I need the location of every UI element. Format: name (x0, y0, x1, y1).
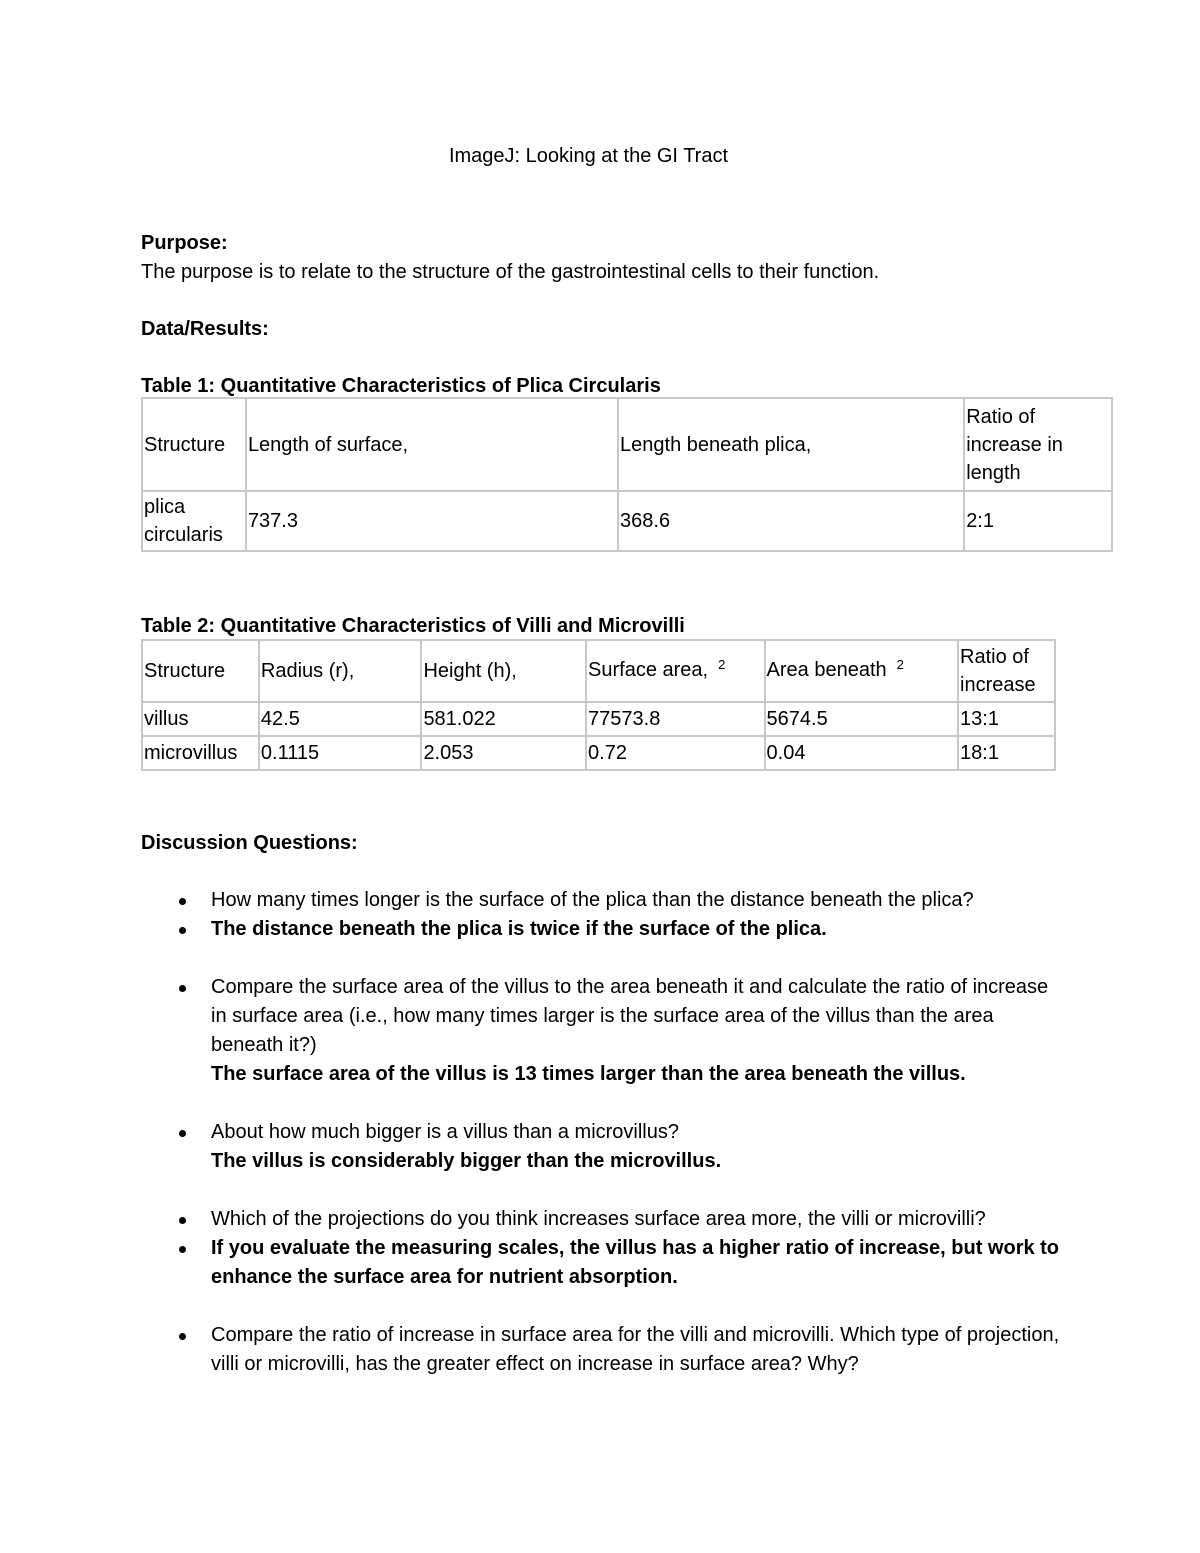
bullet-icon (179, 985, 186, 992)
table1-cell: 2:1 (964, 491, 1112, 551)
answer: The distance beneath the plica is twice if the surface of the plica. (211, 918, 827, 940)
table1-header-cell: Structure (142, 398, 246, 491)
bullet-icon (179, 1246, 186, 1253)
table1-cell: plica circularis (142, 491, 246, 551)
list-spacer (141, 1176, 1061, 1205)
area-beneath-header: Area beneath (766, 659, 887, 681)
table1-cell: 737.3 (246, 491, 618, 551)
table2-cell: 0.72 (586, 736, 765, 770)
question: Compare the ratio of increase in surface area for the villi and microvilli. Which type of projection, villi or microvilli, has the greater effect on increase in surface area? Why? (211, 1324, 1060, 1375)
list-item (141, 1321, 1061, 1379)
question: Compare the surface area of the villus to the area beneath it and calculate the ratio of increase in surface area (i.e., how many times larger is the surface area of the villus than the area beneath it?) (211, 976, 1049, 1056)
table2-cell: 581.022 (421, 702, 586, 736)
table2-header-cell (586, 640, 765, 702)
bullet-icon (179, 1217, 186, 1224)
surface-area-header: Surface area, (588, 659, 709, 681)
discussion-heading: Discussion Questions: (141, 832, 358, 854)
table-row (142, 736, 1055, 770)
table2-header-cell (765, 640, 959, 702)
bullet-icon (179, 1333, 186, 1340)
table2-header-cell: Height (h), (421, 640, 586, 702)
purpose-text: The purpose is to relate to the structure of the gastrointestinal cells to their function. (141, 261, 880, 283)
list-item (141, 1234, 1061, 1292)
table1-header-cell: Ratio of increase in length (964, 398, 1112, 491)
list-item (141, 886, 1061, 915)
table2-cell: 77573.8 (586, 702, 765, 736)
table2-cell: 0.1115 (259, 736, 422, 770)
table2-cell: microvillus (142, 736, 259, 770)
table2-cell: 18:1 (958, 736, 1055, 770)
table1 (141, 397, 1113, 552)
table2-cell: 5674.5 (765, 702, 959, 736)
question: Which of the projections do you think increases surface area more, the villi or microvilli? (211, 1208, 986, 1230)
bullet-icon (179, 1130, 186, 1137)
list-spacer (141, 1292, 1061, 1321)
bullet-icon (179, 927, 186, 934)
list-item (141, 1205, 1061, 1234)
table2-header-cell: Radius (r), (259, 640, 422, 702)
table2-header-cell: Ratio of increase (958, 640, 1055, 702)
table2-header-row (142, 640, 1055, 702)
data-results-heading: Data/Results: (141, 318, 269, 340)
table1-header-cell: Length of surface, (246, 398, 618, 491)
list-item (141, 1118, 1061, 1176)
table2-cell: 2.053 (421, 736, 586, 770)
answer: The villus is considerably bigger than the microvillus. (211, 1150, 722, 1172)
table-row (142, 491, 1112, 551)
list-item (141, 973, 1061, 1089)
purpose-heading: Purpose: (141, 232, 228, 254)
table2-header-cell: Structure (142, 640, 259, 702)
table2 (141, 639, 1056, 771)
table1-header-cell: Length beneath plica, (618, 398, 964, 491)
table-row (142, 702, 1055, 736)
list-spacer (141, 944, 1061, 973)
table2-cell: 13:1 (958, 702, 1055, 736)
answer: If you evaluate the measuring scales, the villus has a higher ratio of increase, but work to enhance the surface area for nutrient absorption. (211, 1237, 1060, 1288)
table2-cell: 42.5 (259, 702, 422, 736)
table2-cell: 0.04 (765, 736, 959, 770)
superscript: 2 (718, 657, 726, 672)
list-item (141, 915, 1061, 944)
list-spacer (141, 1089, 1061, 1118)
table1-cell: 368.6 (618, 491, 964, 551)
bullet-icon (179, 898, 186, 905)
question: About how much bigger is a villus than a microvillus? (211, 1121, 679, 1143)
table2-caption: Table 2: Quantitative Characteristics of Villi and Microvilli (141, 615, 685, 637)
answer: The surface area of the villus is 13 times larger than the area beneath the villus. (211, 1063, 966, 1085)
table2-cell: villus (142, 702, 259, 736)
superscript: 2 (896, 657, 904, 672)
discussion-list (141, 886, 1061, 1379)
question: How many times longer is the surface of the plica than the distance beneath the plica? (211, 889, 974, 911)
table1-header-row (142, 398, 1112, 491)
table1-caption: Table 1: Quantitative Characteristics of Plica Circularis (141, 375, 661, 397)
document-title: ImageJ: Looking at the GI Tract (448, 145, 729, 167)
